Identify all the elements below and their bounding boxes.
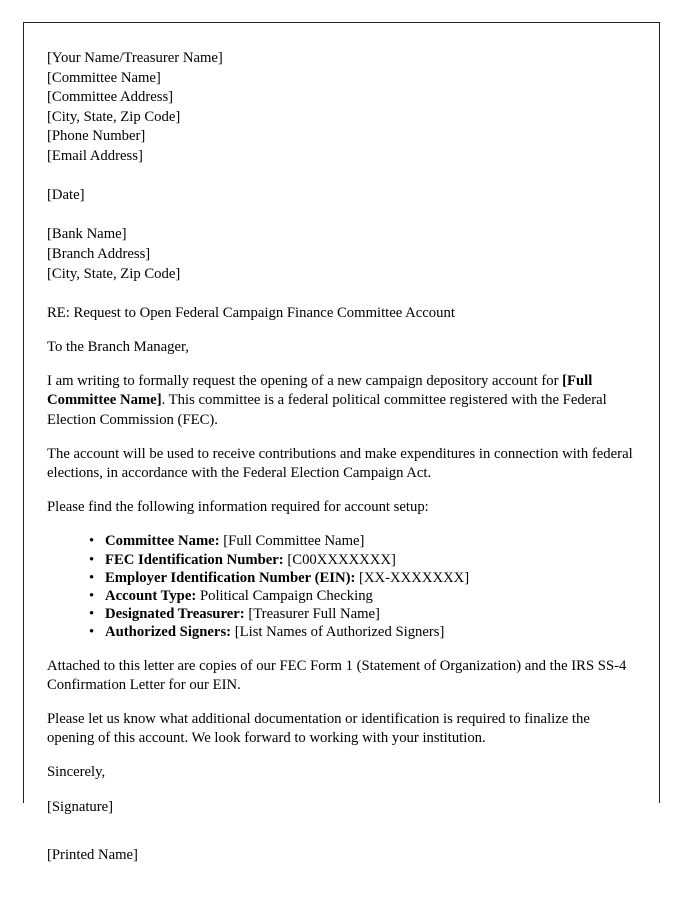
sender-line-city-state-zip: [City, State, Zip Code]: [47, 108, 181, 125]
list-item-value: Political Campaign Checking: [196, 587, 373, 604]
sender-line-committee: [Committee Name]: [47, 69, 161, 86]
sender-address-block: [47, 49, 637, 167]
list-item-value: [XX-XXXXXXX]: [355, 569, 470, 586]
spacer-after-paragraph-5: [47, 748, 637, 763]
spacer-after-paragraph-2: [47, 483, 637, 498]
list-item: [89, 605, 637, 623]
list-item: [89, 532, 637, 550]
printed-name-placeholder: [Printed Name]: [47, 847, 138, 864]
recipient-line-city-state-zip: [City, State, Zip Code]: [47, 265, 181, 282]
list-item-label: Committee Name:: [105, 533, 220, 550]
paragraph-1-committee-name: [Full Committee Name]: [47, 373, 593, 409]
sender-line-phone: [Phone Number]: [47, 128, 146, 145]
spacer-after-sender: [47, 167, 637, 187]
body-paragraph-5: Please let us know what additional documentation or identification is required to finalize the opening of this account. We look forward to working with your institution.: [47, 710, 590, 747]
letter-content: [47, 49, 637, 881]
spacer-after-list: [47, 642, 637, 657]
letter-page: [23, 22, 660, 864]
list-item-value: [List Names of Authorized Signers]: [231, 624, 445, 641]
recipient-line-branch: [Branch Address]: [47, 245, 151, 262]
date-line: [Date]: [47, 187, 85, 204]
body-paragraph-3: Please find the following information required for account setup:: [47, 499, 429, 516]
spacer-after-signature: [47, 817, 637, 832]
list-item-label: Designated Treasurer:: [105, 606, 245, 623]
body-paragraph-4: Attached to this letter are copies of our FEC Form 1 (Statement of Organization) and the IRS SS-4 Confirmation Letter for our EIN.: [47, 657, 627, 693]
list-item: [89, 569, 637, 587]
list-item: [89, 551, 637, 569]
list-item-value: [Treasurer Full Name]: [244, 606, 380, 623]
paragraph-1-text-after: . This committee is a federal political committee registered with the Federal Election Commission (FEC).: [47, 392, 607, 428]
body-paragraph-2: The account will be used to receive contributions and make expenditures in connection with federal elections, in accordance with the Federal Election Campaign Act.: [47, 445, 633, 481]
recipient-line-bank: [Bank Name]: [47, 226, 127, 243]
list-item-value: [Full Committee Name]: [219, 533, 365, 550]
spacer-after-recipient: [47, 284, 637, 304]
list-item-label: Employer Identification Number (EIN):: [105, 569, 356, 586]
list-item-label: Authorized Signers:: [105, 624, 232, 641]
subject-line: RE: Request to Open Federal Campaign Finance Committee Account: [47, 304, 455, 321]
spacer-before-list: [47, 517, 637, 532]
paragraph-1-text-before: I am writing to formally request the opening of a new campaign depository account for: [47, 373, 563, 390]
spacer-after-subject: [47, 323, 637, 338]
list-item-label: Account Type:: [105, 587, 197, 604]
body-paragraph-1: [47, 372, 637, 430]
salutation: To the Branch Manager,: [47, 338, 189, 355]
spacer-after-paragraph-1: [47, 430, 637, 445]
closing-line: Sincerely,: [47, 764, 106, 781]
account-setup-info-list: [47, 532, 637, 641]
recipient-address-block: [47, 225, 637, 284]
spacer-after-date: [47, 206, 637, 226]
spacer-after-paragraph-4: [47, 695, 637, 710]
sender-line-address: [Committee Address]: [47, 89, 174, 106]
list-item: [89, 587, 637, 605]
list-item-value: [C00XXXXXXX]: [283, 551, 396, 568]
sender-line-email: [Email Address]: [47, 147, 143, 164]
spacer-after-closing: [47, 783, 637, 798]
list-item-label: FEC Identification Number:: [105, 551, 284, 568]
list-item: [89, 623, 637, 641]
spacer-after-salutation: [47, 357, 637, 372]
sender-line-name: [Your Name/Treasurer Name]: [47, 50, 223, 66]
signature-placeholder: [Signature]: [47, 798, 114, 815]
